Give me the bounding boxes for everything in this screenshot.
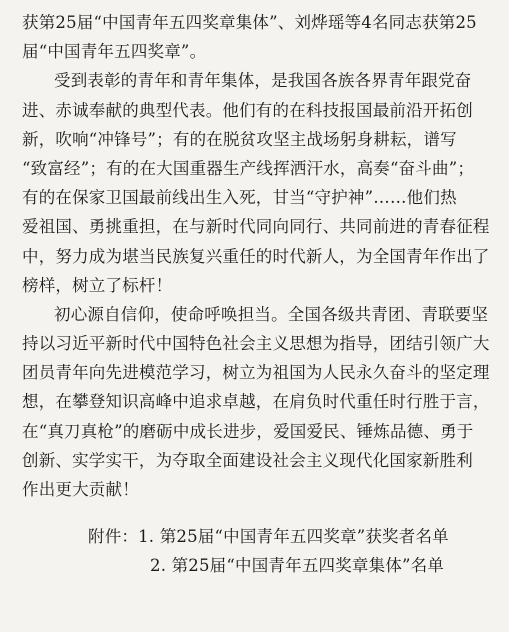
text-line: 届“中国青年五四奖章”。	[22, 42, 207, 62]
text-line: 团员青年向先进模范学习，树立为祖国为人民永久奋斗的坚定理	[22, 363, 490, 383]
text-line: 持以习近平新时代中国特色社会主义思想为指导，团结引领广大	[22, 334, 490, 354]
text-line: 中，努力成为堪当民族复兴重任的时代新人，为全国青年作出了	[22, 246, 490, 266]
paragraph-call-to-action	[22, 300, 491, 504]
text-line: 在“真刀真枪”的磨砺中成长进步，爱国爱民、锤炼品德、勇于	[22, 421, 474, 441]
paragraph-honorees	[22, 66, 491, 300]
text-line: 初心源自信仰，使命呼唤担当。全国各级共青团、青联要坚	[54, 304, 489, 324]
text-line: 有的在保家卫国最前线出生入死，甘当“守护神”……他们热	[22, 188, 457, 208]
text-line: 获第25届“中国青年五四奖章集体”、刘烨瑶等4名同志获第25	[22, 13, 477, 32]
attachment-item: 2. 第25届“中国青年五四奖章集体”名单	[150, 556, 445, 576]
text-line: 榜样，树立了标杆！	[22, 275, 173, 295]
text-line: 受到表彰的青年和青年集体，是我国各族各界青年跟党奋	[54, 71, 472, 91]
text-line: 创新、实学实干，为夺取全面建设社会主义现代化国家新胜利	[22, 450, 473, 470]
attachments-list	[22, 522, 491, 580]
text-line: 进、赤诚奉献的典型代表。他们有的在科技报国最前沿开拓创	[22, 100, 473, 120]
paragraph-continuation	[22, 8, 491, 66]
text-line: 想，在攀登知识高峰中追求卓越，在肩负时代重任时行胜于言，	[22, 392, 490, 412]
text-line: “致富经”；有的在大国重器生产线挥洒汗水，高奏“奋斗曲”；	[22, 158, 475, 178]
text-line: 作出更大贡献！	[22, 480, 139, 499]
text-line: 新，吹响“冲锋号”；有的在脱贫攻坚主战场躬身耕耘，谱写	[22, 129, 457, 149]
spacer	[22, 504, 491, 522]
text-line: 爱祖国、勇挑重担，在与新时代同向同行、共同前进的青春征程	[22, 217, 490, 237]
attachment-item: 附件：1. 第25届“中国青年五四奖章”获奖者名单	[88, 527, 449, 547]
